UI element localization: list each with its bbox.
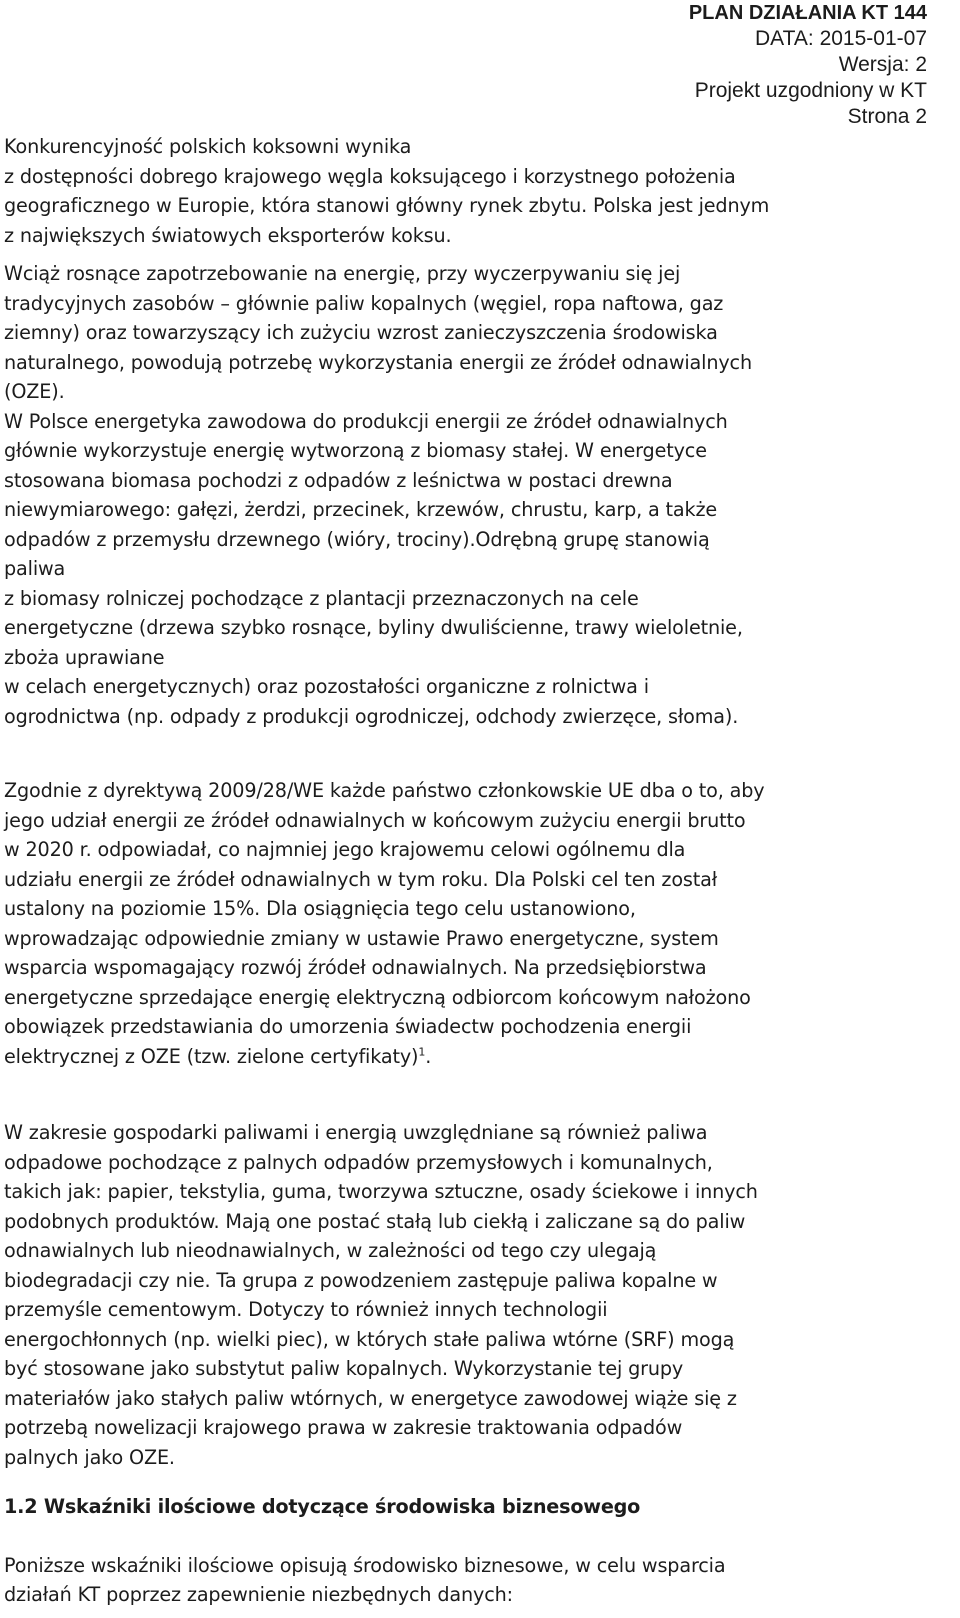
text-line bbox=[4, 1042, 956, 1072]
text-line: w 2020 r. odpowiadał, co najmniej jego krajowemu celowi ogólnemu dla bbox=[4, 838, 686, 861]
text-line: z dostępności dobrego krajowego węgla koksującego i korzystnego położenia bbox=[4, 164, 736, 188]
text-line: przemyśle cementowym. Dotyczy to również innych technologii bbox=[4, 1298, 608, 1321]
text-line: stosowana biomasa pochodzi z odpadów z leśnictwa w postaci drewna bbox=[4, 468, 673, 492]
text-line: geograficznego w Europie, która stanowi główny rynek zbytu. Polska jest jednym bbox=[4, 194, 770, 217]
text-line: odnawialnych lub nieodnawialnych, w zależności od tego czy ulegają bbox=[4, 1239, 657, 1262]
text-line: Wciąż rosnące zapotrzebowanie na energię, przy wyczerpywaniu się jej bbox=[4, 262, 681, 285]
text-line: materiałów jako stałych paliw wtórnych, w energetyce zawodowej wiąże się z bbox=[4, 1386, 737, 1410]
text-line: w celach energetycznych) oraz pozostałości organiczne z rolnictwa i bbox=[4, 675, 649, 698]
paragraph-waste-fuels bbox=[4, 1118, 956, 1472]
text-line: biodegradacji czy nie. Ta grupa z powodzeniem zastępuje paliwa kopalne w bbox=[4, 1268, 718, 1292]
text-line: głównie wykorzystuje energię wytworzoną z biomasy stałej. W energetyce bbox=[4, 439, 707, 462]
text-line: niewymiarowego: gałęzi, żerdzi, przecinek, krzewów, chrustu, karp, a także bbox=[4, 498, 718, 521]
text-line: podobnych produktów. Mają one postać stałą lub ciekłą i zaliczane są do paliw bbox=[4, 1209, 746, 1233]
plan-title: PLAN DZIAŁANIA KT 144 bbox=[688, 2, 927, 24]
text-line: energetyczne sprzedające energię elektryczną odbiorcom końcowym nałożono bbox=[4, 985, 751, 1009]
document-status: Projekt uzgodniony w KT bbox=[694, 79, 927, 102]
text-line: udziału energii ze źródeł odnawialnych w tym roku. Dla Polski cel ten został bbox=[4, 867, 718, 891]
paragraph-directive bbox=[4, 776, 956, 1071]
text-line: palnych jako OZE. bbox=[4, 1445, 175, 1469]
text-fragment: . bbox=[425, 1044, 432, 1068]
footnote-marker[interactable]: 1 bbox=[418, 1045, 426, 1059]
page-number: Strona 2 bbox=[847, 105, 927, 128]
text-line: odpadów z przemysłu drzewnego (wióry, trociny).Odrębną grupę stanowią bbox=[4, 527, 710, 551]
text-line: Zgodnie z dyrektywą 2009/28/WE każde państwo członkowskie UE dba o to, aby bbox=[4, 779, 765, 802]
text-line: z największych światowych eksporterów koksu. bbox=[4, 223, 452, 247]
paragraph-oze-demand bbox=[4, 259, 956, 407]
text-line: W Polsce energetyka zawodowa do produkcji energii ze źródeł odnawialnych bbox=[4, 409, 728, 433]
document-header bbox=[689, 0, 927, 130]
paragraph-biomass bbox=[4, 407, 956, 732]
text-line: potrzebą nowelizacji krajowego prawa w zakresie traktowania odpadów bbox=[4, 1416, 683, 1439]
text-line: jego udział energii ze źródeł odnawialnych w końcowym zużyciu energii brutto bbox=[4, 808, 746, 832]
section-heading: 1.2 Wskaźniki ilościowe dotyczące środowiska biznesowego bbox=[4, 1495, 641, 1518]
document-body bbox=[4, 132, 956, 1610]
text-line: energochłonnych (np. wielki piec), w których stałe paliwa wtórne (SRF) mogą bbox=[4, 1327, 735, 1351]
text-line: naturalnego, powodują potrzebę wykorzystania energii ze źródeł odnawialnych bbox=[4, 350, 752, 374]
text-line: ziemny) oraz towarzyszący ich zużyciu wzrost zanieczyszczenia środowiska bbox=[4, 321, 718, 344]
text-line: energetyczne (drzewa szybko rosnące, byliny dwuliścienne, trawy wieloletnie, bbox=[4, 616, 743, 639]
text-line: być stosowane jako substytut paliw kopalnych. Wykorzystanie tej grupy bbox=[4, 1357, 684, 1380]
text-line: działań KT poprzez zapewnienie niezbędnych danych: bbox=[4, 1583, 513, 1606]
text-line: Poniższe wskaźniki ilościowe opisują środowisko biznesowe, w celu wsparcia bbox=[4, 1553, 726, 1577]
text-line: ustalony na poziomie 15%. Dla osiągnięcia tego celu ustanowiono, bbox=[4, 897, 636, 920]
text-line: paliwa bbox=[4, 557, 66, 580]
text-line: tradycyjnych zasobów – głównie paliw kopalnych (węgiel, ropa naftowa, gaz bbox=[4, 291, 724, 315]
section-intro bbox=[4, 1551, 956, 1610]
text-line: Konkurencyjność polskich koksowni wynika bbox=[4, 135, 412, 158]
paragraph-koksownie bbox=[4, 132, 956, 250]
document-date: DATA: 2015-01-07 bbox=[755, 27, 927, 50]
text-line: obowiązek przedstawiania do umorzenia świadectw pochodzenia energii bbox=[4, 1015, 692, 1038]
text-line: takich jak: papier, tekstylia, guma, tworzywa sztuczne, osady ściekowe i innych bbox=[4, 1180, 758, 1203]
text-line: ogrodnictwa (np. odpady z produkcji ogrodniczej, odchody zwierzęce, słoma). bbox=[4, 704, 739, 728]
text-line: wprowadzając odpowiednie zmiany w ustawie Prawo energetyczne, system bbox=[4, 926, 719, 950]
text-line: odpadowe pochodzące z palnych odpadów przemysłowych i komunalnych, bbox=[4, 1150, 713, 1174]
text-line: zboża uprawiane bbox=[4, 645, 165, 669]
text-line: (OZE). bbox=[4, 380, 65, 403]
text-line: wsparcia wspomagający rozwój źródeł odnawialnych. Na przedsiębiorstwa bbox=[4, 956, 707, 979]
text-line: z biomasy rolniczej pochodzące z plantacji przeznaczonych na cele bbox=[4, 586, 639, 610]
text-fragment: elektrycznej z OZE (tzw. zielone certyfikaty) bbox=[4, 1044, 419, 1068]
text-line: W zakresie gospodarki paliwami i energią uwzględniane są również paliwa bbox=[4, 1121, 708, 1144]
document-version: Wersja: 2 bbox=[838, 53, 927, 76]
